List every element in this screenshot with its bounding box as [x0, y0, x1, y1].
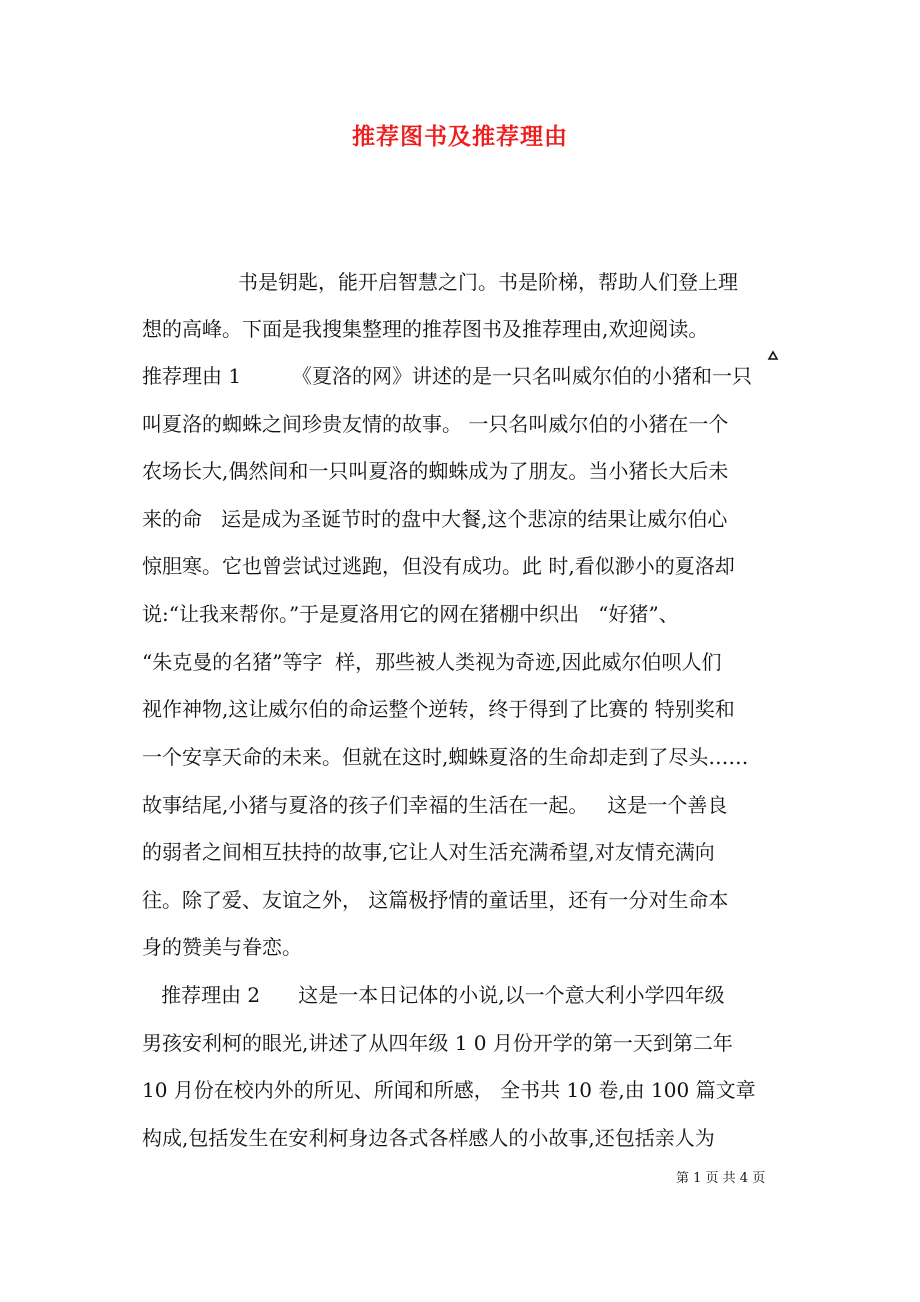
paragraph-line: 推荐理由 2 这是一本日记体的小说,以一个意大利小学四年级	[142, 983, 725, 1007]
paragraph-line: 的弱者之间相互扶持的故事,它让人对生活充满希望,对友情充满向	[142, 840, 715, 864]
document-title: 推荐图书及推荐理由	[352, 123, 568, 150]
paragraph-line: 身的赞美与眷恋。	[142, 935, 302, 959]
page-number-footer: 第 1 页 共 4 页	[676, 1171, 766, 1186]
paragraph-line: 说:“让我来帮你。”于是夏洛用它的网在猪棚中织出 “好猪”、	[142, 602, 679, 626]
paragraph-line: 往。除了爱、友谊之外， 这篇极抒情的童话里，还有一分对生命本	[142, 888, 729, 912]
paragraph-line: 一个安享天命的未来。但就在这时,蜘蛛夏洛的生命却走到了尽头……	[142, 745, 749, 769]
paragraph-line: 构成,包括发生在安利柯身边各式各样感人的小故事,还包括亲人为	[142, 1126, 715, 1150]
paragraph-line: 10 月份在校内外的所见、所闻和所感， 全书共 10 卷,由 100 篇文章	[142, 1078, 756, 1102]
margin-marker-icon	[767, 350, 779, 360]
paragraph-line: 视作神物,这让威尔伯的命运整个逆转，终于得到了比赛的 特别奖和	[142, 697, 735, 721]
paragraph-line: 农场长大,偶然间和一只叫夏洛的蜘蛛成为了朋友。当小猪长大后未	[142, 459, 729, 483]
paragraph-line: 推荐理由 1 《夏洛的网》讲述的是一只名叫威尔伯的小猪和一只	[142, 364, 752, 388]
paragraph-line: 来的命 运是成为圣诞节时的盘中大餐,这个悲凉的结果让威尔伯心	[142, 507, 728, 531]
paragraph-line: 男孩安利柯的眼光,讲述了从四年级 1 0 月份开学的第一天到第二年	[142, 1031, 733, 1055]
paragraph-line: 故事结尾,小猪与夏洛的孩子们幸福的生活在一起。 这是一个善良	[142, 793, 728, 817]
paragraph-line: 叫夏洛的蜘蛛之间珍贵友情的故事。 一只名叫威尔伯的小猪在一个	[142, 412, 729, 436]
paragraph-line: “朱克曼的名猪”等字 样，那些被人类视为奇迹,因此威尔伯呗人们	[142, 650, 722, 674]
paragraph-line: 书是钥匙，能开启智慧之门。书是阶梯，帮助人们登上理	[238, 270, 738, 294]
paragraph-line: 想的高峰。下面是我搜集整理的推荐图书及推荐理由,欢迎阅读。	[142, 317, 709, 341]
paragraph-line: 惊胆寒。它也曾尝试过逃跑，但没有成功。此 时,看似渺小的夏洛却	[142, 554, 735, 578]
